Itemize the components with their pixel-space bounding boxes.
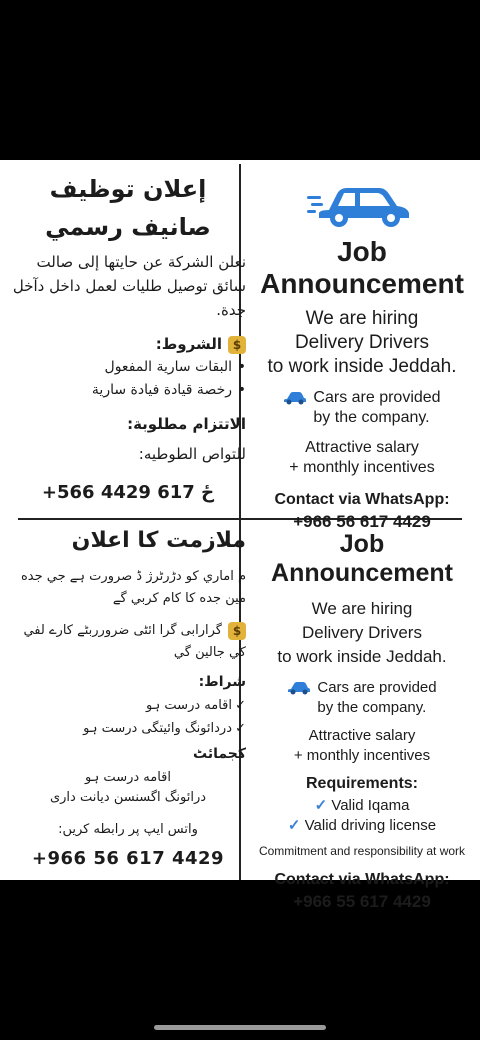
salary-line1: Attractive salary <box>305 439 419 456</box>
urdu-commitment-line1: اقامه درست ہو <box>84 770 172 785</box>
arabic-commitment-text: للتواص الطوطيه: <box>138 445 246 463</box>
car-icon <box>307 180 417 230</box>
cars-line1: Cars are provided <box>317 679 437 696</box>
commitment-text: Commitment and responsibility at work <box>258 844 466 858</box>
english-title-line2: Announcement <box>271 559 453 587</box>
english-phone: +966 56 617 4429 <box>293 512 431 531</box>
hiring-line1: We are hiring <box>311 599 413 618</box>
salary-line1: Attractive salary <box>308 727 416 744</box>
job-poster-image <box>0 160 480 911</box>
urdu-conditions-heading: شراط: <box>198 674 246 690</box>
contact-label: Contact via WhatsApp: <box>274 871 450 888</box>
urdu-announcement <box>0 524 268 880</box>
urdu-commitment-heading: كجمائٹ <box>193 746 246 762</box>
english-announcement-bottom <box>244 524 480 911</box>
hiring-line3: to work inside Jeddah. <box>267 356 457 377</box>
cars-provided <box>244 678 480 718</box>
hiring-line1: We are hiring <box>305 308 419 329</box>
salary-line2: + monthly incentives <box>289 459 435 476</box>
money-bag-icon: $ <box>228 622 246 640</box>
arabic-commitment-heading: الاتتزام مطلوبة: <box>127 415 246 433</box>
requirement-item: ✓ Valid driving license <box>287 817 437 834</box>
english-title-line2: Announcement <box>260 268 464 299</box>
arabic-title-line1: إعلان توظيف <box>49 175 207 203</box>
arabic-conditions-heading: $الشروط: <box>10 332 246 356</box>
urdu-phone: +966 56 617 4429 <box>31 848 225 869</box>
check-icon: ✓ <box>314 797 328 814</box>
check-icon: ✓ <box>287 817 301 834</box>
contact-label: Contact via WhatsApp: <box>274 491 450 508</box>
money-bag-icon: $ <box>228 336 246 354</box>
cars-line1: Cars are provided <box>313 389 441 406</box>
urdu-contact-label: واتس ایپ پر رابطه کریں: <box>58 822 198 837</box>
car-icon <box>287 681 311 695</box>
urdu-condition-item: ✓ اقامه درست ہو <box>10 694 246 717</box>
home-indicator[interactable] <box>154 1025 326 1030</box>
cars-line2: by the company. <box>313 409 430 426</box>
hiring-line2: Delivery Drivers <box>302 623 422 642</box>
english-title-line1: Job <box>337 236 387 267</box>
requirements-heading: Requirements: <box>305 775 419 792</box>
hiring-line2: Delivery Drivers <box>294 332 430 353</box>
urdu-intro: م اماري كو دڑرٹرژ ڈ صرورت ہے جي جده مین جده کا کام کربي گے <box>21 569 246 606</box>
arabic-condition-item: • البقات سارية المفعول <box>10 356 246 379</box>
requirement-item: ✓ Valid Iqama <box>314 797 410 814</box>
english-title-line1: Job <box>339 530 385 558</box>
arabic-announcement <box>0 168 268 516</box>
salary-line2: + monthly incentives <box>293 747 431 764</box>
hiring-line3: to work inside Jeddah. <box>277 647 447 666</box>
urdu-condition-item: ✓ دردائونگ وائیتگی درست ہو <box>10 717 246 740</box>
urdu-title: ملازمت کا اعلان <box>71 528 246 553</box>
car-icon <box>283 391 307 405</box>
arabic-condition-item: • رخصة قيادة فيادة سارية <box>10 379 246 402</box>
english-announcement-top <box>244 168 480 531</box>
arabic-title-line2: صانيف رسمي <box>45 213 211 241</box>
urdu-salary: $گرارابی گرا ائٹی ضرورربٹے كارے لفي كي جالين گي <box>23 623 246 660</box>
cars-line2: by the company. <box>317 699 427 716</box>
arabic-phone: +566 ځ 617 4429 <box>41 482 215 503</box>
english-phone-partial: +966 55 617 4429 <box>293 892 431 911</box>
urdu-commitment-line2: درائونگ اگسنسن دیانت داری <box>49 790 207 805</box>
cars-provided <box>244 388 480 428</box>
arabic-intro: نعلن الشركة عن حايتها إلى صالت سائق توصيل طليات لعمل داخل دآخل جدة. <box>12 253 246 319</box>
